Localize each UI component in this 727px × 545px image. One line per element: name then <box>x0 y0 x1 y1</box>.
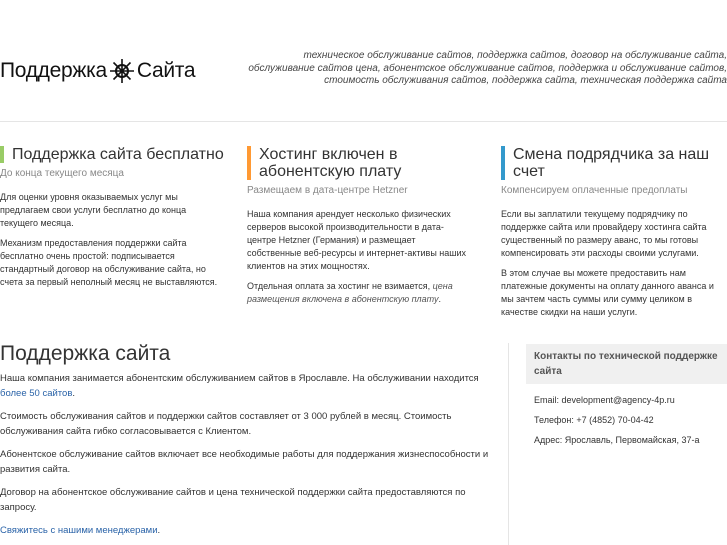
logo[interactable] <box>0 58 195 84</box>
main-text: Абонентское обслуживание сайтов включает все необходимые работы для поддержания жизнеспособности и развития сайта. <box>0 449 489 475</box>
feature-contractor-change <box>501 146 725 319</box>
feature-subtitle: До конца текущего месяца <box>0 168 124 179</box>
text-end: . <box>72 388 76 399</box>
sidebar-divider <box>508 343 509 545</box>
feature-text: Для оценки уровня оказываемых услуг мы предлагаем свои услуги бесплатно до конца текущего месяца. <box>0 192 187 228</box>
feature-free-support <box>0 146 224 289</box>
header-keywords: техническое обслуживание сайтов, поддержка сайтов, договор на обслуживание сайта, обслуживание сайтов цена, абонентское обслуживание сайтов, поддержка и обслуживание сайтов, стоимость обслуживания сайтов, поддержка сайта, техническая поддержка сайта <box>248 50 727 86</box>
feature-text: В этом случае вы можете предоставить нам платежные документы на оплату данного аванса и мы зачтем часть суммы или сумму целиком в качестве скидки на наши услуги. <box>501 268 714 317</box>
ship-wheel-icon <box>109 58 135 84</box>
feature-title: Поддержка сайта бесплатно <box>0 146 224 163</box>
contacts-sidebar <box>526 344 727 445</box>
main-text: Договор на абонентское обслуживание сайтов и цена технической поддержки сайта предоставляются по запросу. <box>0 487 466 513</box>
text-end: . <box>157 525 161 536</box>
logo-text-right: Сайта <box>136 59 196 82</box>
page-title: Поддержка сайта <box>0 342 171 365</box>
feature-text: Наша компания арендует несколько физических серверов высокой производительности в дата-центре Hetzner (Германия) и размещает собственные веб-ресурсы и интернет-активы наших клиентов на этих мощностях. <box>247 209 467 271</box>
text-plain: Наша компания занимается абонентским обслуживанием сайтов в Ярославле. На обслуживании находится <box>0 373 479 384</box>
feature-text: Механизм предоставления поддержки сайта бесплатно очень простой: подписывается стандартный договор на обслуживание сайта, но счета за первый неполный месяц не выставляются. <box>0 238 218 287</box>
header-divider <box>0 121 727 122</box>
contact-managers-link[interactable]: Свяжитесь с нашими менеджерами <box>0 525 158 536</box>
feature-subtitle: Размещаем в дата-центре Hetzner <box>247 185 408 196</box>
text-end: . <box>438 294 441 304</box>
feature-hosting <box>247 146 471 306</box>
feature-title: Хостинг включен в абонентскую плату <box>247 146 471 180</box>
main-text <box>0 523 500 538</box>
contacts-title: Контакты по технической поддержке сайта <box>526 344 727 384</box>
sites-count-link[interactable]: более 50 сайтов <box>0 388 73 399</box>
contact-phone[interactable]: Телефон: +7 (4852) 70-04-42 <box>534 415 654 425</box>
feature-text: Если вы заплатили текущему подрядчику по поддержке сайта или провайдеру хостинга сайта существенный по размеру аванс, то мы готовы компенсировать эти расходы своими услугами. <box>501 209 707 258</box>
feature-subtitle: Компенсируем оплаченные предоплаты <box>501 185 688 196</box>
text-italic: цена размещения включена в абонентскую плату <box>247 281 453 304</box>
main-content <box>0 342 500 538</box>
contact-address: Адрес: Ярославль, Первомайская, 37-а <box>534 435 700 445</box>
feature-text <box>247 280 471 306</box>
feature-title: Смена подрядчика за наш счет <box>501 146 725 180</box>
contact-email[interactable]: Email: development@agency-4p.ru <box>534 395 675 405</box>
logo-text-left: Поддержка <box>0 59 107 82</box>
main-text <box>0 371 500 401</box>
main-text: Стоимость обслуживания сайтов и поддержки сайтов составляет от 3 000 рублей в месяц. Стоимость обслуживания сайта гибко согласовывается с Клиентом. <box>0 411 452 437</box>
text-plain: Отдельная оплата за хостинг не взимается, <box>247 281 433 291</box>
